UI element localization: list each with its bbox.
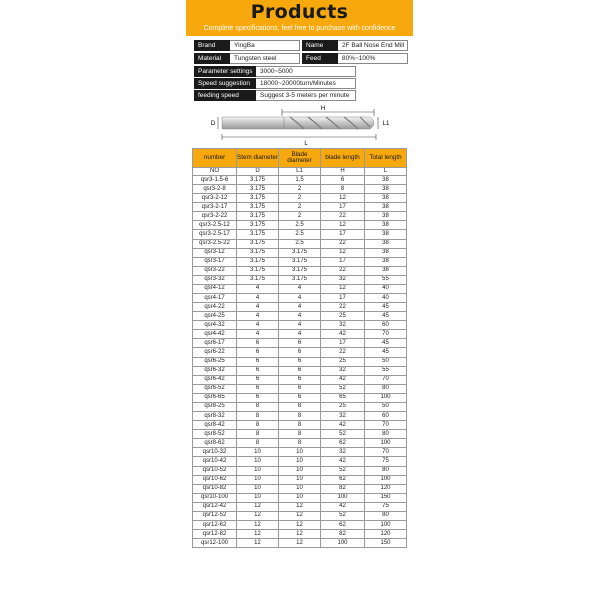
cell-total-length: 38 [365, 203, 407, 212]
cell-blade-diameter: 3.175 [279, 275, 321, 284]
cell-total-length: 50 [365, 357, 407, 366]
cell-blade-diameter: 6 [279, 375, 321, 384]
cell-number: qsr4-42 [193, 330, 237, 339]
cell-blade-diameter: 10 [279, 448, 321, 457]
cell-blade-diameter: 10 [279, 457, 321, 466]
cell-number: qsr3-32 [193, 275, 237, 284]
feeding-value: Suggest 3-5 meters per minute [256, 90, 356, 101]
cell-number: qsr3-22 [193, 266, 237, 275]
cell-stem-diameter: 4 [237, 312, 279, 321]
parameters-label: Parameter settings [194, 66, 256, 77]
cell-stem-diameter: 3.175 [237, 266, 279, 275]
cell-blade-length: 17 [321, 203, 365, 212]
cell-number: qsr4-32 [193, 321, 237, 330]
cell-number: qsr12-82 [193, 530, 237, 539]
cell-blade-length: 6 [321, 176, 365, 185]
cell-total-length: 120 [365, 484, 407, 493]
cell-stem-diameter: 6 [237, 393, 279, 402]
cell-stem-diameter: 6 [237, 366, 279, 375]
cell-number: qsr3-2.5-17 [193, 230, 237, 239]
cell-blade-length: 25 [321, 312, 365, 321]
cell-blade-diameter: 8 [279, 412, 321, 421]
cell-blade-diameter: 12 [279, 530, 321, 539]
cell-number: qsr8-52 [193, 430, 237, 439]
cell-total-length: 38 [365, 176, 407, 185]
page-title: Products [250, 1, 349, 23]
cell-total-length: 75 [365, 502, 407, 511]
cell-stem-diameter: 3.175 [237, 203, 279, 212]
cell-total-length: 38 [365, 266, 407, 275]
cell-total-length: 60 [365, 321, 407, 330]
cell-total-length: 38 [365, 194, 407, 203]
table-row [193, 266, 407, 275]
speed-value: 18000~20000turn/Minutes [256, 78, 356, 89]
cell-blade-length: 25 [321, 357, 365, 366]
cell-total-length: 38 [365, 221, 407, 230]
cell-number: qsr10-52 [193, 466, 237, 475]
shank-shape [222, 117, 284, 129]
cell-total-length: 150 [365, 539, 407, 548]
cell-total-length: 100 [365, 393, 407, 402]
table-row [193, 484, 407, 493]
cell-total-length: 70 [365, 375, 407, 384]
cell-blade-length: 82 [321, 530, 365, 539]
col-header-number: number [193, 149, 237, 168]
cell-blade-length: 32 [321, 366, 365, 375]
cell-blade-diameter: 1.5 [279, 176, 321, 185]
cell-blade-diameter: 10 [279, 466, 321, 475]
cell-stem-diameter: 4 [237, 321, 279, 330]
cell-number: qsr3-2.5-22 [193, 239, 237, 248]
cell-blade-diameter: 2.5 [279, 239, 321, 248]
cell-number: qsr6-22 [193, 348, 237, 357]
cell-stem-diameter: 8 [237, 439, 279, 448]
cell-stem-diameter: 4 [237, 330, 279, 339]
cell-total-length: 100 [365, 520, 407, 529]
cell-number: qsr3-12 [193, 248, 237, 257]
cell-stem-diameter: 6 [237, 384, 279, 393]
table-row [193, 330, 407, 339]
table-row [193, 511, 407, 520]
cell-blade-diameter: 2 [279, 203, 321, 212]
feed-value: 80%~100% [338, 53, 408, 64]
cell-stem-diameter: 4 [237, 303, 279, 312]
cell-stem-diameter: 8 [237, 421, 279, 430]
cell-total-length: 70 [365, 421, 407, 430]
cell-blade-length: 62 [321, 439, 365, 448]
dimension-l-label: L [304, 141, 308, 146]
cell-blade-length: 42 [321, 457, 365, 466]
cell-blade-diameter: 2.5 [279, 230, 321, 239]
table-row [193, 475, 407, 484]
cell-total-length: 80 [365, 430, 407, 439]
cell-blade-diameter: 3.175 [279, 248, 321, 257]
cell-total-length: 38 [365, 239, 407, 248]
col-header-stem-diameter: Stem diameter [237, 149, 279, 168]
cell-blade-diameter: 12 [279, 520, 321, 529]
cell-blade-diameter: 2.5 [279, 221, 321, 230]
cell-number: qsr12-42 [193, 502, 237, 511]
spec-table [192, 148, 407, 548]
cell-blade-diameter: 4 [279, 321, 321, 330]
cell-stem-diameter: 6 [237, 339, 279, 348]
cell-total-length: 80 [365, 384, 407, 393]
table-row [193, 402, 407, 411]
cell-blade-length: 12 [321, 284, 365, 293]
table-row [193, 248, 407, 257]
cell-blade-length: 100 [321, 539, 365, 548]
cell-blade-diameter: 4 [279, 330, 321, 339]
cell-stem-diameter: 8 [237, 412, 279, 421]
cell-blade-length: 17 [321, 339, 365, 348]
cell-blade-length: 82 [321, 484, 365, 493]
cell-number: qsr10-62 [193, 475, 237, 484]
cell-total-length: 45 [365, 303, 407, 312]
cell-blade-length: 32 [321, 448, 365, 457]
cell-blade-diameter: 2 [279, 185, 321, 194]
cell-number: qsr3-1.5-6 [193, 176, 237, 185]
name-value: 2F Ball Nose End Mill [338, 40, 408, 51]
dimension-h-label: H [320, 106, 326, 112]
table-row [193, 375, 407, 384]
cell-stem-diameter: 10 [237, 466, 279, 475]
cell-blade-length: 12 [321, 194, 365, 203]
cell-number: qsr3-2-12 [193, 194, 237, 203]
cell-number: qsr4-25 [193, 312, 237, 321]
cell-stem-diameter: 10 [237, 448, 279, 457]
cell-blade-length: 25 [321, 402, 365, 411]
cell-stem-diameter: 3.175 [237, 212, 279, 221]
cell-total-length: 38 [365, 257, 407, 266]
cell-total-length: 80 [365, 466, 407, 475]
header-banner [186, 0, 413, 36]
cell-blade-length: 17 [321, 294, 365, 303]
table-row [193, 393, 407, 402]
cell-total-length: 38 [365, 212, 407, 221]
cell-blade-length: 42 [321, 421, 365, 430]
cell-blade-length: 52 [321, 384, 365, 393]
end-mill-drawing [206, 104, 396, 146]
table-row [193, 230, 407, 239]
cell-blade-diameter: 10 [279, 493, 321, 502]
cell-stem-diameter: 3.175 [237, 230, 279, 239]
material-value: Tungsten steel [230, 53, 300, 64]
cell-total-length: 50 [365, 402, 407, 411]
material-label: Material [194, 53, 230, 64]
cell-stem-diameter: 6 [237, 357, 279, 366]
cell-blade-length: 32 [321, 321, 365, 330]
cell-blade-length: 100 [321, 493, 365, 502]
cell-blade-length: 52 [321, 511, 365, 520]
cell-number: qsr8-25 [193, 402, 237, 411]
table-row [193, 203, 407, 212]
cell-blade-length: 22 [321, 348, 365, 357]
cell-blade-diameter: 2 [279, 212, 321, 221]
table-row [193, 312, 407, 321]
cell-blade-length: 42 [321, 502, 365, 511]
col-header-blade-diameter: Blade diameter [279, 149, 321, 168]
cell-number: qsr3-17 [193, 257, 237, 266]
table-row [193, 221, 407, 230]
cell-blade-length: 52 [321, 430, 365, 439]
cell-total-length: 45 [365, 348, 407, 357]
table-row [193, 466, 407, 475]
cell-blade-length: 12 [321, 248, 365, 257]
cell-number: qsr4-22 [193, 303, 237, 312]
cell-blade-length: 17 [321, 257, 365, 266]
dimension-d-label: D [210, 121, 216, 127]
cell-number: qsr4-17 [193, 294, 237, 303]
cell-total-length: 38 [365, 248, 407, 257]
cell-blade-length: 17 [321, 230, 365, 239]
cell-number: qsr6-25 [193, 357, 237, 366]
col-header-total-length: Total length [365, 149, 407, 168]
cell-blade-length: 12 [321, 221, 365, 230]
cell-number: qsr6-42 [193, 375, 237, 384]
cell-stem-diameter: 12 [237, 511, 279, 520]
cell-stem-diameter: 3.175 [237, 185, 279, 194]
cell-blade-diameter: 4 [279, 294, 321, 303]
table-row [193, 366, 407, 375]
feed-label: Feed [302, 53, 338, 64]
table-row [193, 384, 407, 393]
cell-number: qsr4-12 [193, 284, 237, 293]
cell-number: qsr10-82 [193, 484, 237, 493]
table-row [193, 339, 407, 348]
cell-blade-length: 32 [321, 275, 365, 284]
table-row [193, 257, 407, 266]
cell-total-length: 40 [365, 294, 407, 303]
cell-stem-diameter: 3.175 [237, 176, 279, 185]
cell-number: qsr3-2.5-12 [193, 221, 237, 230]
table-row [193, 348, 407, 357]
cell-stem-diameter: 6 [237, 375, 279, 384]
table-row [193, 539, 407, 548]
cell-stem-diameter: 12 [237, 502, 279, 511]
cell-blade-diameter: 12 [279, 511, 321, 520]
table-row [193, 321, 407, 330]
table-row [193, 430, 407, 439]
table-header-row [193, 149, 407, 168]
speed-label: Speed suggestion [194, 78, 256, 89]
cell-total-length: 100 [365, 439, 407, 448]
cell-stem-diameter: 8 [237, 402, 279, 411]
cell-blade-length: 32 [321, 412, 365, 421]
table-row [193, 212, 407, 221]
cell-number: qsr3-2-22 [193, 212, 237, 221]
cell-number: qsr8-62 [193, 439, 237, 448]
cell-blade-diameter: 10 [279, 484, 321, 493]
table-row [193, 185, 407, 194]
table-row [193, 239, 407, 248]
cell-blade-diameter: 3.175 [279, 266, 321, 275]
cell-total-length: 60 [365, 412, 407, 421]
cell-stem-diameter: 12 [237, 539, 279, 548]
cell-total-length: 55 [365, 366, 407, 375]
cell-blade-diameter: 4 [279, 312, 321, 321]
col-code-h: H [321, 168, 365, 176]
table-row [193, 275, 407, 284]
cell-blade-length: 42 [321, 330, 365, 339]
cell-number: qsr12-52 [193, 511, 237, 520]
cell-blade-diameter: 6 [279, 339, 321, 348]
cell-total-length: 38 [365, 230, 407, 239]
cell-stem-diameter: 4 [237, 284, 279, 293]
cell-blade-diameter: 3.175 [279, 257, 321, 266]
cell-blade-length: 22 [321, 303, 365, 312]
cell-blade-diameter: 6 [279, 393, 321, 402]
cell-blade-length: 8 [321, 185, 365, 194]
table-row [193, 502, 407, 511]
table-row [193, 194, 407, 203]
table-row [193, 357, 407, 366]
cell-total-length: 100 [365, 475, 407, 484]
cell-number: qsr8-32 [193, 412, 237, 421]
cell-blade-diameter: 8 [279, 421, 321, 430]
cell-total-length: 55 [365, 275, 407, 284]
cell-number: qsr6-32 [193, 366, 237, 375]
cell-blade-diameter: 4 [279, 284, 321, 293]
cell-number: qsr10-32 [193, 448, 237, 457]
table-subheader-row [193, 168, 407, 176]
cell-stem-diameter: 8 [237, 430, 279, 439]
cell-total-length: 70 [365, 448, 407, 457]
cell-total-length: 38 [365, 185, 407, 194]
cell-blade-diameter: 6 [279, 384, 321, 393]
cell-stem-diameter: 12 [237, 520, 279, 529]
cell-blade-length: 52 [321, 466, 365, 475]
cell-number: qsr3-2-8 [193, 185, 237, 194]
cell-total-length: 120 [365, 530, 407, 539]
cell-blade-diameter: 12 [279, 539, 321, 548]
cell-blade-diameter: 8 [279, 430, 321, 439]
cell-blade-diameter: 4 [279, 303, 321, 312]
cell-number: qsr12-62 [193, 520, 237, 529]
table-row [193, 457, 407, 466]
col-code-no: NO [193, 168, 237, 176]
cell-total-length: 45 [365, 339, 407, 348]
cell-number: qsr6-52 [193, 384, 237, 393]
cell-number: qsr6-65 [193, 393, 237, 402]
table-row [193, 294, 407, 303]
cell-total-length: 40 [365, 284, 407, 293]
cell-stem-diameter: 12 [237, 530, 279, 539]
cell-stem-diameter: 3.175 [237, 257, 279, 266]
cell-blade-length: 22 [321, 212, 365, 221]
table-row [193, 421, 407, 430]
cell-stem-diameter: 3.175 [237, 239, 279, 248]
cell-blade-diameter: 8 [279, 402, 321, 411]
cell-blade-length: 62 [321, 475, 365, 484]
col-code-l: L [365, 168, 407, 176]
cell-blade-diameter: 6 [279, 357, 321, 366]
feeding-label: feeding speed [194, 90, 256, 101]
table-row [193, 520, 407, 529]
table-row [193, 176, 407, 185]
cell-stem-diameter: 3.175 [237, 221, 279, 230]
cell-total-length: 45 [365, 312, 407, 321]
cell-blade-length: 22 [321, 239, 365, 248]
cell-number: qsr8-42 [193, 421, 237, 430]
table-row [193, 284, 407, 293]
dimension-l1-label: L1 [382, 121, 390, 127]
cell-blade-diameter: 8 [279, 439, 321, 448]
page-subtitle: Complete specifications, feel free to purchase with confidence [203, 25, 396, 32]
cell-number: qsr10-42 [193, 457, 237, 466]
cell-stem-diameter: 10 [237, 493, 279, 502]
cell-stem-diameter: 10 [237, 484, 279, 493]
cell-blade-length: 62 [321, 520, 365, 529]
cell-number: qsr10-100 [193, 493, 237, 502]
cell-number: qsr12-100 [193, 539, 237, 548]
cell-stem-diameter: 3.175 [237, 194, 279, 203]
col-header-blade-length: blade length [321, 149, 365, 168]
parameters-value: 3000~5000 [256, 66, 356, 77]
cell-number: qsr3-2-17 [193, 203, 237, 212]
cell-stem-diameter: 10 [237, 457, 279, 466]
cell-blade-diameter: 6 [279, 366, 321, 375]
name-label: Name [302, 40, 338, 51]
brand-value: YingBa [230, 40, 300, 51]
cell-stem-diameter: 10 [237, 475, 279, 484]
brand-label: Brand [194, 40, 230, 51]
cell-stem-diameter: 3.175 [237, 248, 279, 257]
table-row [193, 493, 407, 502]
cell-blade-length: 65 [321, 393, 365, 402]
cell-total-length: 70 [365, 330, 407, 339]
cell-total-length: 80 [365, 511, 407, 520]
cell-blade-diameter: 10 [279, 475, 321, 484]
col-code-l1: L1 [279, 168, 321, 176]
cell-blade-diameter: 6 [279, 348, 321, 357]
cell-blade-length: 22 [321, 266, 365, 275]
cell-total-length: 75 [365, 457, 407, 466]
cell-number: qsr6-17 [193, 339, 237, 348]
cell-stem-diameter: 4 [237, 294, 279, 303]
table-row [193, 412, 407, 421]
table-row [193, 439, 407, 448]
table-row [193, 530, 407, 539]
cell-blade-length: 42 [321, 375, 365, 384]
cell-total-length: 150 [365, 493, 407, 502]
cell-stem-diameter: 3.175 [237, 275, 279, 284]
table-row [193, 303, 407, 312]
cell-blade-diameter: 2 [279, 194, 321, 203]
table-row [193, 448, 407, 457]
col-code-d: D [237, 168, 279, 176]
cell-stem-diameter: 6 [237, 348, 279, 357]
cell-blade-diameter: 12 [279, 502, 321, 511]
